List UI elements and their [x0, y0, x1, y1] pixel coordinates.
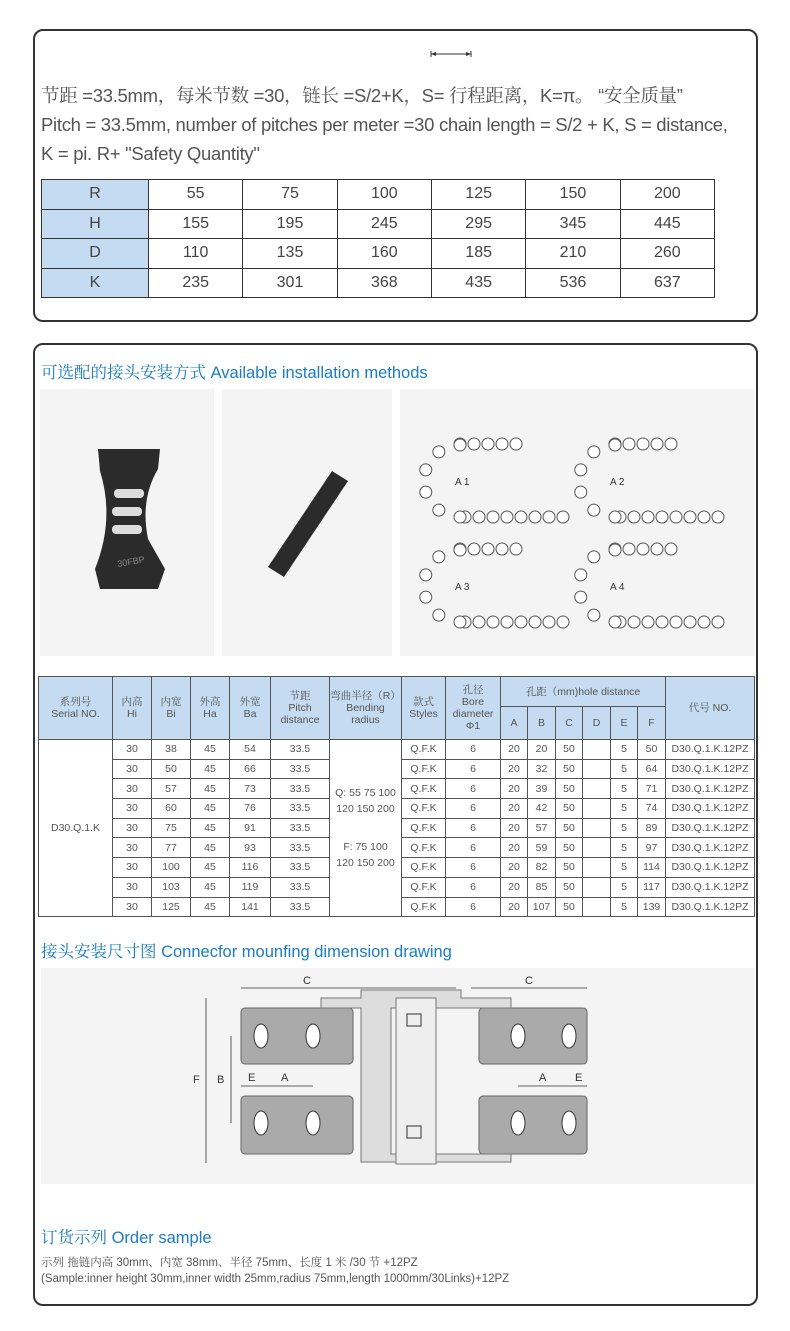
cell: 45: [191, 759, 230, 779]
cell: Q.F.K: [402, 779, 446, 799]
variant-label: A 1: [455, 477, 470, 488]
col-hi: 内高 Hi: [113, 677, 152, 740]
chain-variants-image: [400, 389, 755, 656]
radius-q: Q: 55 75 100 120 150 200: [335, 787, 396, 816]
col-hole-e: E: [611, 707, 638, 740]
col-bi: 内宽 Bi: [152, 677, 191, 740]
cell: 30: [113, 838, 152, 858]
radius-table: [41, 179, 715, 298]
cell: 5: [611, 779, 638, 799]
cell: 38: [152, 740, 191, 760]
cell: 6: [446, 779, 501, 799]
cell: 50: [556, 740, 583, 760]
cell: 33.5: [271, 799, 330, 819]
col-hole-f: F: [638, 707, 666, 740]
cell: 75: [243, 180, 337, 210]
cell: 345: [526, 209, 620, 239]
order-title: 订货示列 Order sample: [41, 1229, 212, 1247]
cell: 637: [620, 268, 714, 298]
col-hole-b: B: [528, 707, 556, 740]
cell: 260: [620, 239, 714, 269]
cell: 6: [446, 740, 501, 760]
cell: Q.F.K: [402, 897, 446, 917]
cell: 33.5: [271, 779, 330, 799]
cell: 20: [528, 740, 556, 760]
col-hole-a: A: [501, 707, 528, 740]
cell: 57: [528, 818, 556, 838]
cell: [583, 740, 611, 760]
radius-table-row: [42, 209, 715, 239]
cell: 50: [556, 759, 583, 779]
cell: 116: [230, 858, 271, 878]
cell: 33.5: [271, 759, 330, 779]
cell: 20: [501, 877, 528, 897]
cell: D30.Q.1.K.12PZ: [666, 877, 755, 897]
cell: 45: [191, 897, 230, 917]
cell: 536: [526, 268, 620, 298]
label-c: C: [303, 975, 311, 987]
row-label: H: [42, 209, 149, 239]
strip-icon: [222, 389, 392, 656]
cell: 125: [431, 180, 525, 210]
cell: Q.F.K: [402, 759, 446, 779]
cell: 50: [556, 838, 583, 858]
cell: D30.Q.1.K.12PZ: [666, 818, 755, 838]
cell: 97: [638, 838, 666, 858]
variant-label: A 3: [455, 582, 470, 593]
cell: 50: [152, 759, 191, 779]
col-code: 代号 NO.: [666, 677, 755, 740]
cell: 91: [230, 818, 271, 838]
radius-table-row: [42, 180, 715, 210]
bracket-image: [40, 389, 214, 656]
cell: 57: [152, 779, 191, 799]
radius-table-row: [42, 239, 715, 269]
dimension-drawing: [41, 968, 755, 1184]
label-a2: A: [539, 1072, 547, 1084]
cell: [583, 799, 611, 819]
cell: 20: [501, 799, 528, 819]
cell: 60: [152, 799, 191, 819]
cell: 20: [501, 740, 528, 760]
cell: 33.5: [271, 818, 330, 838]
cell: 210: [526, 239, 620, 269]
bracket-label: 30FBP: [116, 554, 146, 569]
order-line-en: (Sample:inner height 30mm,inner width 25mm,radius 75mm,length 1000mm/30Links)+12PZ: [41, 1273, 510, 1285]
cell: 117: [638, 877, 666, 897]
cell: 66: [230, 759, 271, 779]
cell: 150: [526, 180, 620, 210]
cell: 5: [611, 740, 638, 760]
cell: 20: [501, 838, 528, 858]
cell: Q.F.K: [402, 877, 446, 897]
cell: 50: [556, 799, 583, 819]
cell: 73: [230, 779, 271, 799]
cell: 5: [611, 818, 638, 838]
cell: 160: [337, 239, 431, 269]
cell: D30.Q.1.K.12PZ: [666, 897, 755, 917]
cell: 5: [611, 759, 638, 779]
cell: 6: [446, 897, 501, 917]
col-pitch: 节距 Pitch distance: [271, 677, 330, 740]
dimension-arrow-icon: [430, 51, 472, 57]
cell: 32: [528, 759, 556, 779]
col-ba: 外宽 Ba: [230, 677, 271, 740]
cell: 6: [446, 759, 501, 779]
cell: 71: [638, 779, 666, 799]
connector-drawing-icon: [41, 968, 755, 1184]
cell: [583, 818, 611, 838]
row-label: K: [42, 268, 149, 298]
cell: 200: [620, 180, 714, 210]
row-label: R: [42, 180, 149, 210]
col-bore: 孔径 Bore diameter Φ1: [446, 677, 501, 740]
label-e2: E: [575, 1072, 583, 1084]
cell: 368: [337, 268, 431, 298]
radius-f: F: 75 100 120 150 200: [336, 841, 395, 870]
drawing-title: 接头安装尺寸图 Connecfor mounfing dimension drawing: [41, 943, 452, 961]
cell: 33.5: [271, 740, 330, 760]
radius-table-row: [42, 268, 715, 298]
label-a: A: [281, 1072, 289, 1084]
spec-line-en2: K = pi. R+ "Safety Quantity": [41, 143, 260, 164]
cell: 54: [230, 740, 271, 760]
label-c2: C: [525, 975, 533, 987]
cell: 50: [556, 779, 583, 799]
cell: [583, 838, 611, 858]
cell: 42: [528, 799, 556, 819]
cell: 20: [501, 759, 528, 779]
cell: 435: [431, 268, 525, 298]
cell: 185: [431, 239, 525, 269]
cell: 5: [611, 858, 638, 878]
cell: 119: [230, 877, 271, 897]
label-e: E: [248, 1072, 256, 1084]
cell: [583, 759, 611, 779]
cell: [583, 897, 611, 917]
cell: 30: [113, 759, 152, 779]
cell: 76: [230, 799, 271, 819]
cell: D30.Q.1.K.12PZ: [666, 799, 755, 819]
cell: 30: [113, 877, 152, 897]
variant-label: A 2: [610, 477, 625, 488]
cell: 50: [556, 858, 583, 878]
cell: 30: [113, 858, 152, 878]
cell: 103: [152, 877, 191, 897]
cell: D30.Q.1.K.12PZ: [666, 838, 755, 858]
cell: 93: [230, 838, 271, 858]
col-hole-distance: 孔距（mm)hole distance: [501, 677, 666, 707]
cell: 50: [556, 897, 583, 917]
cell: 139: [638, 897, 666, 917]
col-styles: 款式 Styles: [402, 677, 446, 740]
cell: 45: [191, 877, 230, 897]
cell: 195: [243, 209, 337, 239]
cell: 107: [528, 897, 556, 917]
cell: 30: [113, 740, 152, 760]
col-hole-c: C: [556, 707, 583, 740]
cell: 20: [501, 858, 528, 878]
cell: 33.5: [271, 858, 330, 878]
col-serial: 系列号 Serial NO.: [39, 677, 113, 740]
cell: 39: [528, 779, 556, 799]
cell: [583, 779, 611, 799]
cell: D30.Q.1.K.12PZ: [666, 740, 755, 760]
cell: D30.Q.1.K.12PZ: [666, 858, 755, 878]
cell: 155: [149, 209, 243, 239]
cell: 75: [152, 818, 191, 838]
cell: 33.5: [271, 877, 330, 897]
cell: 5: [611, 877, 638, 897]
cell: 50: [556, 877, 583, 897]
col-ha: 外高 Ha: [191, 677, 230, 740]
cell: 20: [501, 818, 528, 838]
cell: 45: [191, 818, 230, 838]
cell: 30: [113, 897, 152, 917]
cell: 45: [191, 799, 230, 819]
cell: 235: [149, 268, 243, 298]
variant-label: A 4: [610, 582, 625, 593]
installation-title: 可选配的接头安装方式 Available installation methods: [41, 364, 428, 382]
cell: 6: [446, 858, 501, 878]
cell: 77: [152, 838, 191, 858]
order-line-cn: 示列 拖链内高 30mm、内宽 38mm、半径 75mm、长度 1 米 /30 节 +12PZ: [41, 1257, 418, 1269]
cell: 45: [191, 779, 230, 799]
spec-line-en1: Pitch = 33.5mm, number of pitches per meter =30 chain length = S/2 + K, S = distance,: [41, 114, 728, 135]
spec-panel: [33, 29, 758, 322]
cell: 50: [638, 740, 666, 760]
cell: 100: [152, 858, 191, 878]
cell: 30: [113, 779, 152, 799]
cell: 125: [152, 897, 191, 917]
cell: 5: [611, 838, 638, 858]
cell: Q.F.K: [402, 740, 446, 760]
bracket-icon: [40, 389, 214, 656]
cell: 45: [191, 858, 230, 878]
cell: 100: [337, 180, 431, 210]
cell: [583, 858, 611, 878]
cell: 45: [191, 740, 230, 760]
chain-variants-icon: [400, 389, 755, 656]
cell: 85: [528, 877, 556, 897]
product-panel: [33, 343, 758, 1306]
cell: Q.F.K: [402, 799, 446, 819]
label-b: B: [217, 1074, 225, 1086]
cell: 89: [638, 818, 666, 838]
cell: Q.F.K: [402, 838, 446, 858]
cell: 20: [501, 779, 528, 799]
cell: D30.Q.1.K.12PZ: [666, 779, 755, 799]
cell: 6: [446, 818, 501, 838]
cell: 30: [113, 799, 152, 819]
cell: 33.5: [271, 838, 330, 858]
cell: 5: [611, 897, 638, 917]
cell: 55: [149, 180, 243, 210]
cell: 135: [243, 239, 337, 269]
strip-image: [222, 389, 392, 656]
cell: 245: [337, 209, 431, 239]
cell: 110: [149, 239, 243, 269]
table-row: [39, 740, 755, 760]
cell: 114: [638, 858, 666, 878]
cell: 45: [191, 838, 230, 858]
cell: 50: [556, 818, 583, 838]
row-label: D: [42, 239, 149, 269]
spec-table: [38, 676, 755, 917]
cell: 6: [446, 877, 501, 897]
cell: 33.5: [271, 897, 330, 917]
cell: 74: [638, 799, 666, 819]
cell: 301: [243, 268, 337, 298]
cell: Q.F.K: [402, 858, 446, 878]
cell: 5: [611, 799, 638, 819]
cell: 295: [431, 209, 525, 239]
cell: 6: [446, 799, 501, 819]
label-f: F: [193, 1074, 200, 1086]
cell: 64: [638, 759, 666, 779]
spec-line-cn: 节距 =33.5mm，每米节数 =30，链长 =S/2+K，S= 行程距离，K=π。 “安全质量”: [41, 85, 683, 106]
cell: [583, 877, 611, 897]
cell: 20: [501, 897, 528, 917]
col-hole-d: D: [583, 707, 611, 740]
col-radius: 弯曲半径（R） Bending radius: [330, 677, 402, 740]
spec-description: [41, 81, 728, 168]
cell: Q.F.K: [402, 818, 446, 838]
cell: D30.Q.1.K.12PZ: [666, 759, 755, 779]
cell: 82: [528, 858, 556, 878]
serial-cell: D30.Q.1.K: [39, 740, 113, 917]
radius-cell: [330, 740, 402, 917]
cell: 141: [230, 897, 271, 917]
cell: 445: [620, 209, 714, 239]
cell: 6: [446, 838, 501, 858]
cell: 30: [113, 818, 152, 838]
cell: 59: [528, 838, 556, 858]
